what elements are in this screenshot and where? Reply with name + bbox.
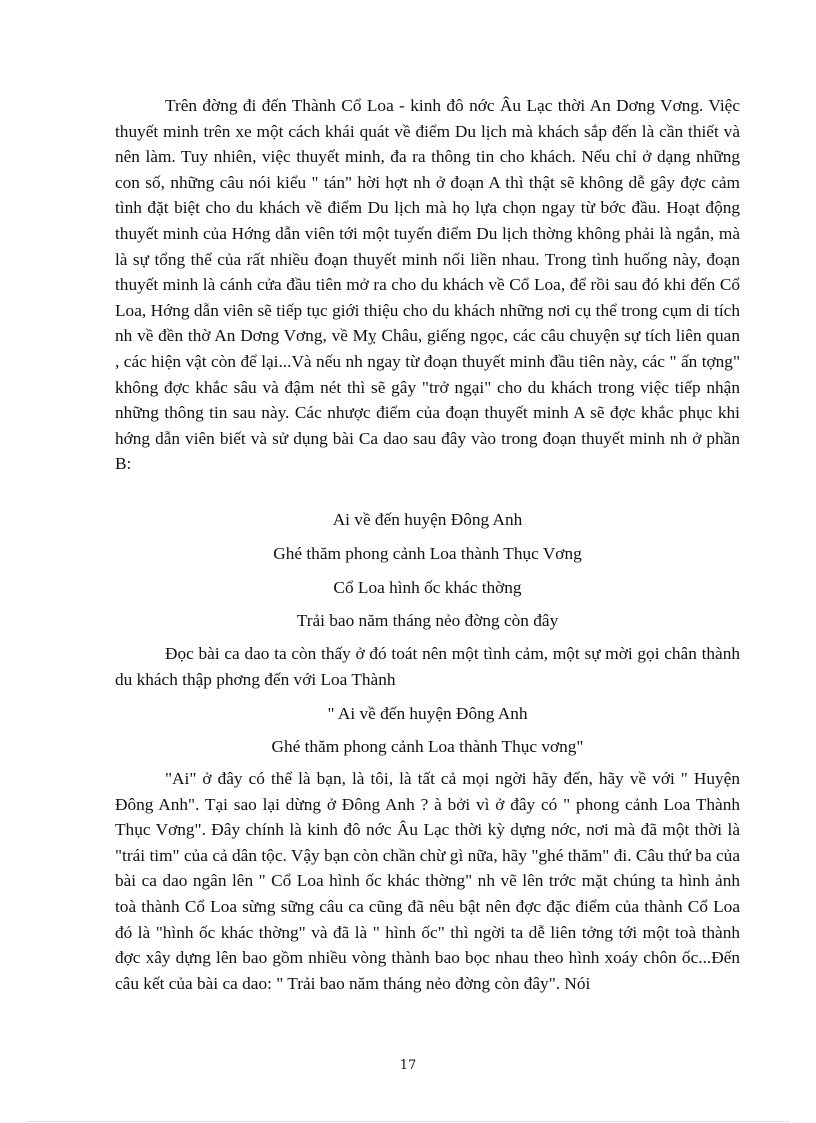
page-bottom-divider	[28, 1121, 788, 1122]
paragraph-analysis: Đọc bài ca dao ta còn thấy ở đó toát nên một tình cảm, một sự mời gọi chân thành du khách thập phơng đến với Loa Thành	[115, 644, 740, 689]
poem-quote-line: Ghé thăm phong cảnh Loa thành Thục vơng"	[271, 737, 584, 756]
poem-line: Cổ Loa hình ốc khác thờng	[333, 578, 522, 597]
poem-line: Ghé thăm phong cảnh Loa thành Thục Vơng	[273, 544, 582, 563]
paragraph-intro: Trên đờng đi đến Thành Cổ Loa - kinh đô nớc Âu Lạc thời An Dơng Vơng. Việc thuyết minh trên xe một cách khái quát về điểm Du lịch mà khách sắp đến là cần thiết và nên làm. Tuy nhiên, việc thuyết minh, đa ra thông tin cho khách. Nếu chỉ ở dạng những con số, những câu nói kiểu " tán" hời hợt nh ở đoạn A thì thật sẽ không dễ gây đợc cảm tình đặt biệt cho du khách về điểm Du lịch mà họ lựa chọn ngay từ bớc đầu. Hoạt động thuyết minh của Hớng dẫn viên tới một tuyến điểm Du lịch thờng không phải là ngắn, mà là sự tổng thể của rất nhiều đoạn thuyết minh nối liền nhau. Trong tình huống này, đoạn thuyết minh là cánh cửa đầu tiên mở ra cho du khách về Cổ Loa, để rồi sau đó khi đến Cổ Loa, Hớng dẫn viên sẽ tiếp tục giới thiệu cho du khách những nơi cụ thể trong cụm di tích nh về đền thờ An Dơng Vơng, về Mỵ Châu, giếng ngọc, các câu chuyện sự tích liên quan , các hiện vật còn để lại...Và nếu nh ngay từ đoạn thuyết minh đầu tiên này, các " ấn tợng" không đợc khắc sâu và đậm nét thì sẽ gây "trở ngại" cho du khách trong việc tiếp nhận những thông tin sau này. Các nhược điểm của đoạn thuyết minh A sẽ đợc khắc phục khi hớng dẫn viên biết và sử dụng bài Ca dao sau đây vào trong đoạn thuyết minh nh ở phần B:	[115, 96, 740, 474]
poem-quote-line: " Ai về đến huyện Đông Anh	[327, 704, 528, 723]
paragraph-commentary: "Ai" ở đây có thể là bạn, là tôi, là tất cả mọi ngời hãy đến, hãy về với " Huyện Đông Anh". Tại sao lại dừng ở Đông Anh ? à bởi vì ở đây có " phong cảnh Loa Thành Thục Vơng". Đây chính là kinh đô nớc Âu Lạc thời kỳ dựng nớc, nơi mà đã một thời là "trái tim" của cả dân tộc. Vậy bạn còn chần chừ gì nữa, hãy "ghé thăm" đi. Câu thứ ba của bài ca dao ngân lên " Cổ Loa hình ốc khác thờng" nh vẽ lên trớc mặt chúng ta hình ảnh toà thành Cổ Loa sừng sững câu ca cũng đã nêu bật nên đợc đặc điểm của thành Cổ Loa đó là "hình ốc khác thờng" và đã là " hình ốc" thì ngời ta dễ liên tởng tới một toà thành đợc xây dựng lên bao gồm nhiều vòng thành bao bọc nhau theo hình xoáy chôn ốc...Đến câu kết của bài ca dao: " Trải bao năm tháng nẻo đờng còn đây". Nói	[115, 769, 740, 993]
poem-line: Ai về đến huyện Đông Anh	[332, 510, 523, 529]
page-number: 17	[399, 1058, 417, 1073]
poem-line: Trải bao năm tháng nẻo đờng còn đây	[296, 611, 559, 630]
